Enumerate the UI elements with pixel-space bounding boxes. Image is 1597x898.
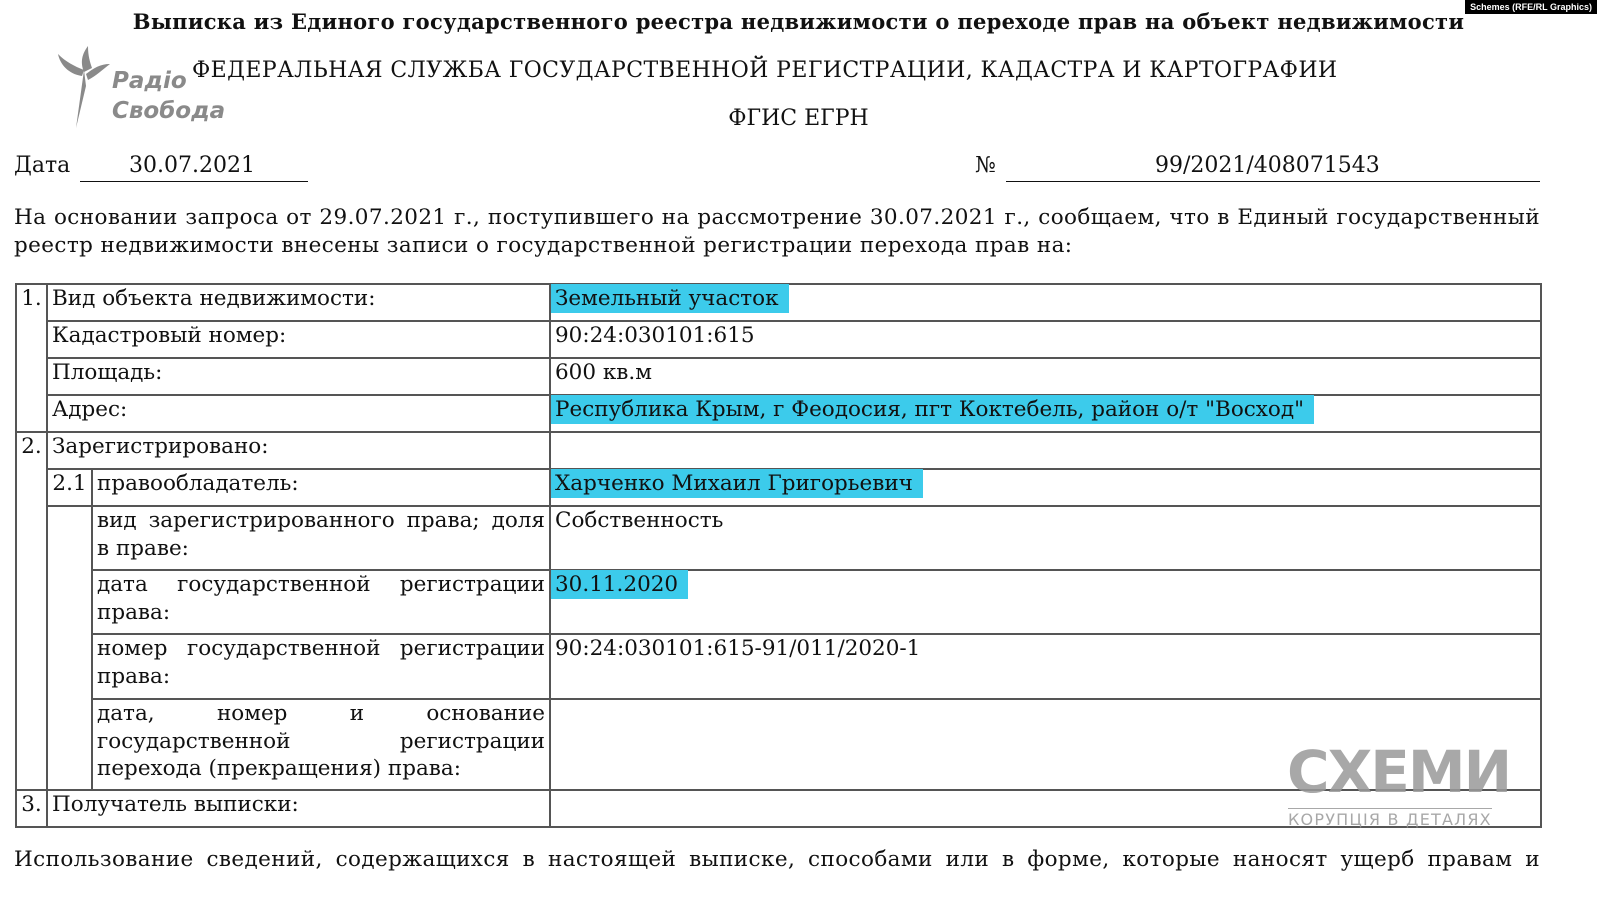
schemes-watermark [1287,738,1511,834]
area-label: Площадь: [47,358,550,395]
recipient-label: Получатель выписки: [47,790,550,827]
number-field [975,153,1380,178]
right-type-label: вид зарегистрированного права; доля в праве: [92,506,550,570]
date-field [14,153,255,178]
system-name: ФГИС ЕГРН [728,106,869,131]
registered-value [550,432,1541,469]
reg-number-label: номер государственной регистрации права: [92,634,550,699]
logo-text-line2: Свобода [112,98,226,124]
object-type-cell [550,284,1541,321]
table-row [16,570,1541,634]
cadastral-label: Кадастровый номер: [47,321,550,358]
reg-date-cell [550,570,1541,634]
date-value: 30.07.2021 [129,153,255,178]
address-value: Республика Крым, г Феодосия, пгт Коктебель, район о/т "Восход" [551,395,1314,424]
document-title: Выписка из Единого государственного реестра недвижимости о переходе прав на объект недвижимости [132,9,1465,34]
watermark-tagline: КОРУПЦІЯ В ДЕТАЛЯХ [1288,810,1492,829]
table-row [16,469,1541,506]
reg-number-value: 90:24:030101:615-91/011/2020-1 [550,634,1541,699]
object-type-value: Земельный участок [551,284,789,313]
number-value: 99/2021/408071543 [1155,153,1380,178]
area-value: 600 кв.м [550,358,1541,395]
reg-date-label: дата государственной регистрации права: [92,570,550,634]
section-number: 3. [16,790,47,827]
subsection-number: 2.1 [47,469,92,506]
section-number: 2. [16,432,47,790]
section-number: 1. [16,284,47,432]
address-cell [550,395,1541,432]
logo-text-line1: Радіо [112,68,187,94]
agency-name: ФЕДЕРАЛЬНАЯ СЛУЖБА ГОСУДАРСТВЕННОЙ РЕГИСТРАЦИИ, КАДАСТРА И КАРТОГРАФИИ [192,58,1338,83]
table-row [16,284,1541,321]
table-row [16,321,1541,358]
footer-notice: Использование сведений, содержащихся в настоящей выписке, способами или в форме, которые наносят ущерб правам и [14,847,1540,872]
registered-label: Зарегистрировано: [47,432,550,469]
table-row [16,506,1541,570]
intro-paragraph: На основании запроса от 29.07.2021 г., поступившего на рассмотрение 30.07.2021 г., сообщаем, что в Единый государственный реестр недвижимости внесены записи о государственной регистрации перехода прав на: [14,205,1540,258]
date-label: Дата [14,153,71,178]
table-row [16,432,1541,469]
holder-value: Харченко Михаил Григорьевич [551,469,923,498]
watermark-title: СХЕМИ [1287,738,1511,806]
object-type-label: Вид объекта недвижимости: [47,284,550,321]
holder-label: правообладатель: [92,469,550,506]
cadastral-value: 90:24:030101:615 [550,321,1541,358]
right-type-value: Собственность [550,506,1541,570]
holder-cell [550,469,1541,506]
table-row [16,634,1541,699]
table-row [16,395,1541,432]
graphics-credit: Schemes (RFE/RL Graphics) [1465,0,1597,14]
reg-date-value: 30.11.2020 [551,570,688,599]
transfer-label: дата, номер и основание государственной регистрации перехода (прекращения) права: [92,699,550,790]
table-row [16,358,1541,395]
number-label: № [975,153,996,178]
subsection-spacer [47,506,92,790]
address-label: Адрес: [47,395,550,432]
